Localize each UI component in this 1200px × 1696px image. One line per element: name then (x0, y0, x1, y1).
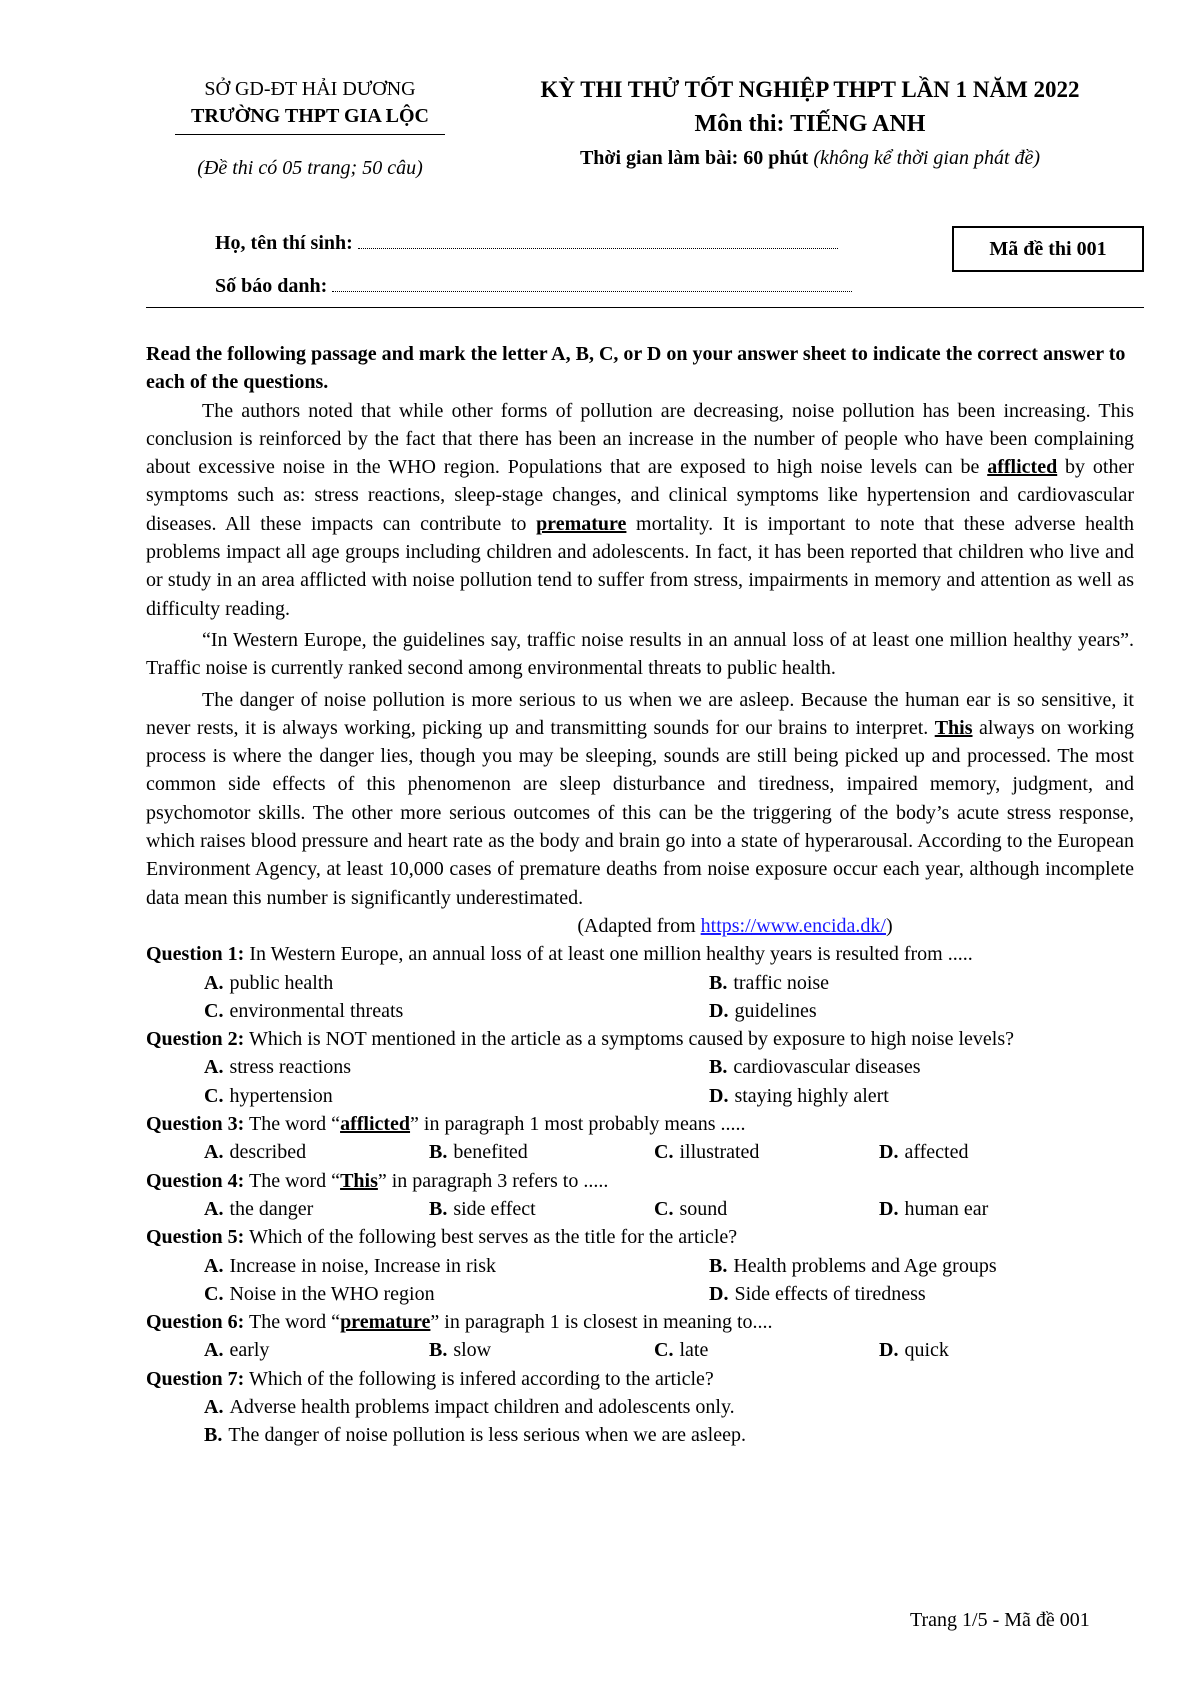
option-b[interactable] (709, 1053, 1134, 1081)
candidate-name-blank[interactable] (358, 234, 838, 249)
question-text: The word “ (244, 1311, 341, 1334)
option-text: late (679, 1339, 709, 1362)
option-b[interactable] (204, 1421, 1134, 1449)
header-rule (146, 307, 1144, 308)
option-d[interactable] (709, 1082, 1134, 1110)
page-footer: Trang 1/5 - Mã đề 001 (910, 1609, 1090, 1631)
question-text: In Western Europe, an annual loss of at least one million healthy years is resulted from ..... (244, 943, 973, 966)
question-list (146, 940, 1134, 1449)
header-divider (175, 134, 445, 135)
options-question-6 (204, 1336, 1134, 1364)
option-b[interactable] (709, 969, 1134, 997)
option-letter: A. (204, 1141, 224, 1164)
option-text: hypertension (229, 1084, 333, 1107)
option-text: described (229, 1141, 307, 1164)
time-label: Thời gian làm bài: 60 phút (579, 147, 809, 169)
department-name: SỞ GD-ĐT HẢI DƯƠNG (204, 78, 416, 100)
question-number: Question 1: (146, 943, 245, 966)
option-text: cardiovascular diseases (733, 1056, 921, 1079)
option-text: public health (229, 971, 334, 994)
question-1 (146, 940, 1134, 968)
option-letter: A. (204, 971, 224, 994)
option-letter: A. (204, 1254, 224, 1277)
options-question-3 (204, 1138, 1134, 1166)
option-letter: D. (879, 1141, 899, 1164)
pages-note: (Đề thi có 05 trang; 50 câu) (197, 157, 423, 179)
option-c[interactable] (654, 1195, 879, 1223)
question-text: Which of the following is infered according to the article? (244, 1367, 714, 1390)
option-letter: D. (879, 1197, 899, 1220)
option-letter: B. (709, 1056, 728, 1079)
option-letter: C. (654, 1141, 674, 1164)
option-letter: B. (204, 1424, 223, 1447)
option-a[interactable] (204, 969, 709, 997)
keyword-premature: premature (536, 512, 627, 535)
question-3 (146, 1110, 1134, 1138)
question-text: ” in paragraph 3 refers to ..... (377, 1169, 609, 1192)
p3-text-b: always on working process is where the danger lies, though you may be sleeping, sounds are still being picked up and processed. The most common side effects of this phenomenon are sleep disturbance and tiredness, impaired memory, judgment, and psychomotor skills. The other more serious outcomes of this can be the triggering of the body’s acute stress response, which raises blood pressure and heart rate as the body and brain go into a state of hyperarousal. According to the European Environment Agency, at least 10,000 cases of premature deaths from noise exposure occur each year, although incomplete data mean this number is significantly underestimated. (146, 716, 1134, 909)
question-text: Which of the following best serves as the title for the article? (244, 1226, 738, 1249)
option-text: slow (453, 1339, 492, 1362)
question-keyword: afflicted (340, 1113, 411, 1136)
p1-text-c: mortality. It is important to note that these adverse health problems impact all age groups including children and adolescents. In fact, it has been reported that children who live and or study in an area afflicted with noise pollution tend to suffer from stress, impairments in memory and attention as well as difficulty reading. (146, 512, 1135, 620)
keyword-afflicted: afflicted (987, 456, 1058, 479)
option-text: Health problems and Age groups (733, 1254, 997, 1277)
question-text: The word “ (244, 1113, 341, 1136)
time-note: (không kể thời gian phát đề) (813, 147, 1041, 169)
option-text: early (229, 1339, 270, 1362)
option-text: Noise in the WHO region (229, 1282, 435, 1305)
instruction: Read the following passage and mark the letter A, B, C, or D on your answer sheet to indicate the correct answer to each of the questions. (146, 343, 1126, 394)
option-text: The danger of noise pollution is less serious when we are asleep. (228, 1424, 746, 1447)
question-number: Question 4: (146, 1169, 245, 1192)
candidate-id-blank[interactable] (332, 277, 852, 292)
option-text: stress reactions (229, 1056, 352, 1079)
option-text: Side effects of tiredness (734, 1282, 926, 1305)
option-text: benefited (453, 1141, 528, 1164)
p1-text-b: by other symptoms such as: stress reactions, sleep-stage changes, and clinical symptoms like hypertension and cardiovascular diseases. All these impacts can contribute to (146, 456, 1134, 535)
option-letter: B. (429, 1141, 448, 1164)
option-text: sound (679, 1197, 728, 1220)
option-letter: D. (879, 1339, 899, 1362)
question-5 (146, 1223, 1134, 1251)
options-question-7 (204, 1393, 1134, 1450)
question-text: Which is NOT mentioned in the article as a symptoms caused by exposure to high noise levels? (244, 1028, 1014, 1051)
option-d[interactable] (879, 1195, 1134, 1223)
option-text: guidelines (734, 999, 817, 1022)
option-d[interactable] (879, 1138, 1134, 1166)
option-d[interactable] (709, 1280, 1134, 1308)
exam-content (146, 340, 1134, 1450)
question-2 (146, 1025, 1134, 1053)
option-text: staying highly alert (734, 1084, 889, 1107)
option-letter: A. (204, 1197, 224, 1220)
option-text: quick (904, 1339, 949, 1362)
option-text: affected (904, 1141, 969, 1164)
option-c[interactable] (204, 1082, 709, 1110)
source-prefix: (Adapted from (577, 914, 701, 937)
question-4 (146, 1167, 1134, 1195)
candidate-name-field[interactable] (215, 232, 838, 255)
candidate-id-field[interactable] (215, 275, 852, 298)
school-header (150, 76, 470, 182)
option-text: human ear (904, 1197, 989, 1220)
option-letter: B. (709, 1254, 728, 1277)
option-letter: A. (204, 1339, 224, 1362)
question-number: Question 3: (146, 1113, 245, 1136)
p3-text-a: The danger of noise pollution is more serious to us when we are asleep. Because the human ear is so sensitive, it never rests, it is always working, picking up and transmitting sounds for our brains to interpret. (146, 688, 1134, 739)
option-c[interactable] (654, 1336, 879, 1364)
question-number: Question 5: (146, 1226, 245, 1249)
option-letter: B. (429, 1197, 448, 1220)
passage-source (336, 912, 1134, 940)
candidate-name-label: Họ, tên thí sinh: (215, 232, 353, 254)
option-a[interactable] (204, 1252, 709, 1280)
option-text: illustrated (679, 1141, 760, 1164)
option-letter: B. (429, 1339, 448, 1362)
p1-text-a: The authors noted that while other forms of pollution are decreasing, noise pollution has been increasing. This conclusion is reinforced by the fact that there has been an increase in the number of people who have been complaining about excessive noise in the WHO region. Populations that are exposed to high noise levels can be (146, 399, 1134, 479)
options-question-1 (204, 969, 1134, 1026)
option-text: Increase in noise, Increase in risk (229, 1254, 497, 1277)
option-c[interactable] (204, 1280, 709, 1308)
question-number: Question 7: (146, 1367, 245, 1390)
option-letter: C. (204, 999, 224, 1022)
option-text: the danger (229, 1197, 314, 1220)
option-letter: A. (204, 1056, 224, 1079)
question-keyword: This (340, 1169, 378, 1192)
question-text: ” in paragraph 1 is closest in meaning to.... (430, 1311, 773, 1334)
option-a[interactable] (204, 1336, 429, 1364)
passage-paragraph-3 (146, 686, 1134, 912)
passage-paragraph-2: “In Western Europe, the guidelines say, traffic noise results in an annual loss of at least one million healthy years”. Traffic noise is currently ranked second among environmental threats to public health. (146, 628, 1134, 680)
option-letter: D. (709, 1282, 729, 1305)
exam-subject: Môn thi: TIẾNG ANH (694, 111, 926, 137)
option-b[interactable] (709, 1252, 1134, 1280)
option-b[interactable] (429, 1336, 654, 1364)
exam-header (500, 74, 1120, 172)
candidate-id-label: Số báo danh: (215, 275, 328, 297)
option-letter: C. (654, 1197, 674, 1220)
question-number: Question 2: (146, 1028, 245, 1051)
source-suffix: ) (885, 914, 893, 937)
option-d[interactable] (709, 997, 1134, 1025)
option-c[interactable] (654, 1138, 879, 1166)
question-text: The word “ (244, 1169, 341, 1192)
passage-paragraph-1 (146, 397, 1134, 623)
option-letter: D. (709, 1084, 729, 1107)
options-question-2 (204, 1053, 1134, 1110)
question-6 (146, 1308, 1134, 1336)
options-question-5 (204, 1252, 1134, 1309)
option-d[interactable] (879, 1336, 1134, 1364)
option-text: side effect (453, 1197, 536, 1220)
option-a[interactable] (204, 1195, 429, 1223)
option-letter: C. (654, 1339, 674, 1362)
option-a[interactable] (204, 1053, 709, 1081)
option-letter: D. (709, 999, 729, 1022)
question-7 (146, 1365, 1134, 1393)
option-b[interactable] (429, 1195, 654, 1223)
keyword-this: This (934, 716, 973, 739)
question-keyword: premature (340, 1311, 431, 1334)
option-letter: C. (204, 1084, 224, 1107)
option-letter: B. (709, 971, 728, 994)
option-text: environmental threats (229, 999, 404, 1022)
option-b[interactable] (429, 1138, 654, 1166)
option-text: Adverse health problems impact children and adolescents only. (229, 1395, 735, 1418)
school-name: TRƯỜNG THPT GIA LỘC (190, 105, 429, 127)
option-c[interactable] (204, 997, 709, 1025)
question-text: ” in paragraph 1 most probably means ..... (410, 1113, 746, 1136)
option-letter: A. (204, 1395, 224, 1418)
option-a[interactable] (204, 1138, 429, 1166)
question-number: Question 6: (146, 1311, 245, 1334)
exam-title: KỲ THI THỬ TỐT NGHIỆP THPT LẦN 1 NĂM 2022 (540, 77, 1080, 102)
option-letter: C. (204, 1282, 224, 1305)
options-question-4 (204, 1195, 1134, 1223)
exam-code-box: Mã đề thi 001 (952, 226, 1144, 272)
exam-time (500, 144, 1120, 172)
option-a[interactable] (204, 1393, 1134, 1421)
source-link[interactable]: https://www.encida.dk/ (700, 914, 886, 937)
option-text: traffic noise (733, 971, 830, 994)
